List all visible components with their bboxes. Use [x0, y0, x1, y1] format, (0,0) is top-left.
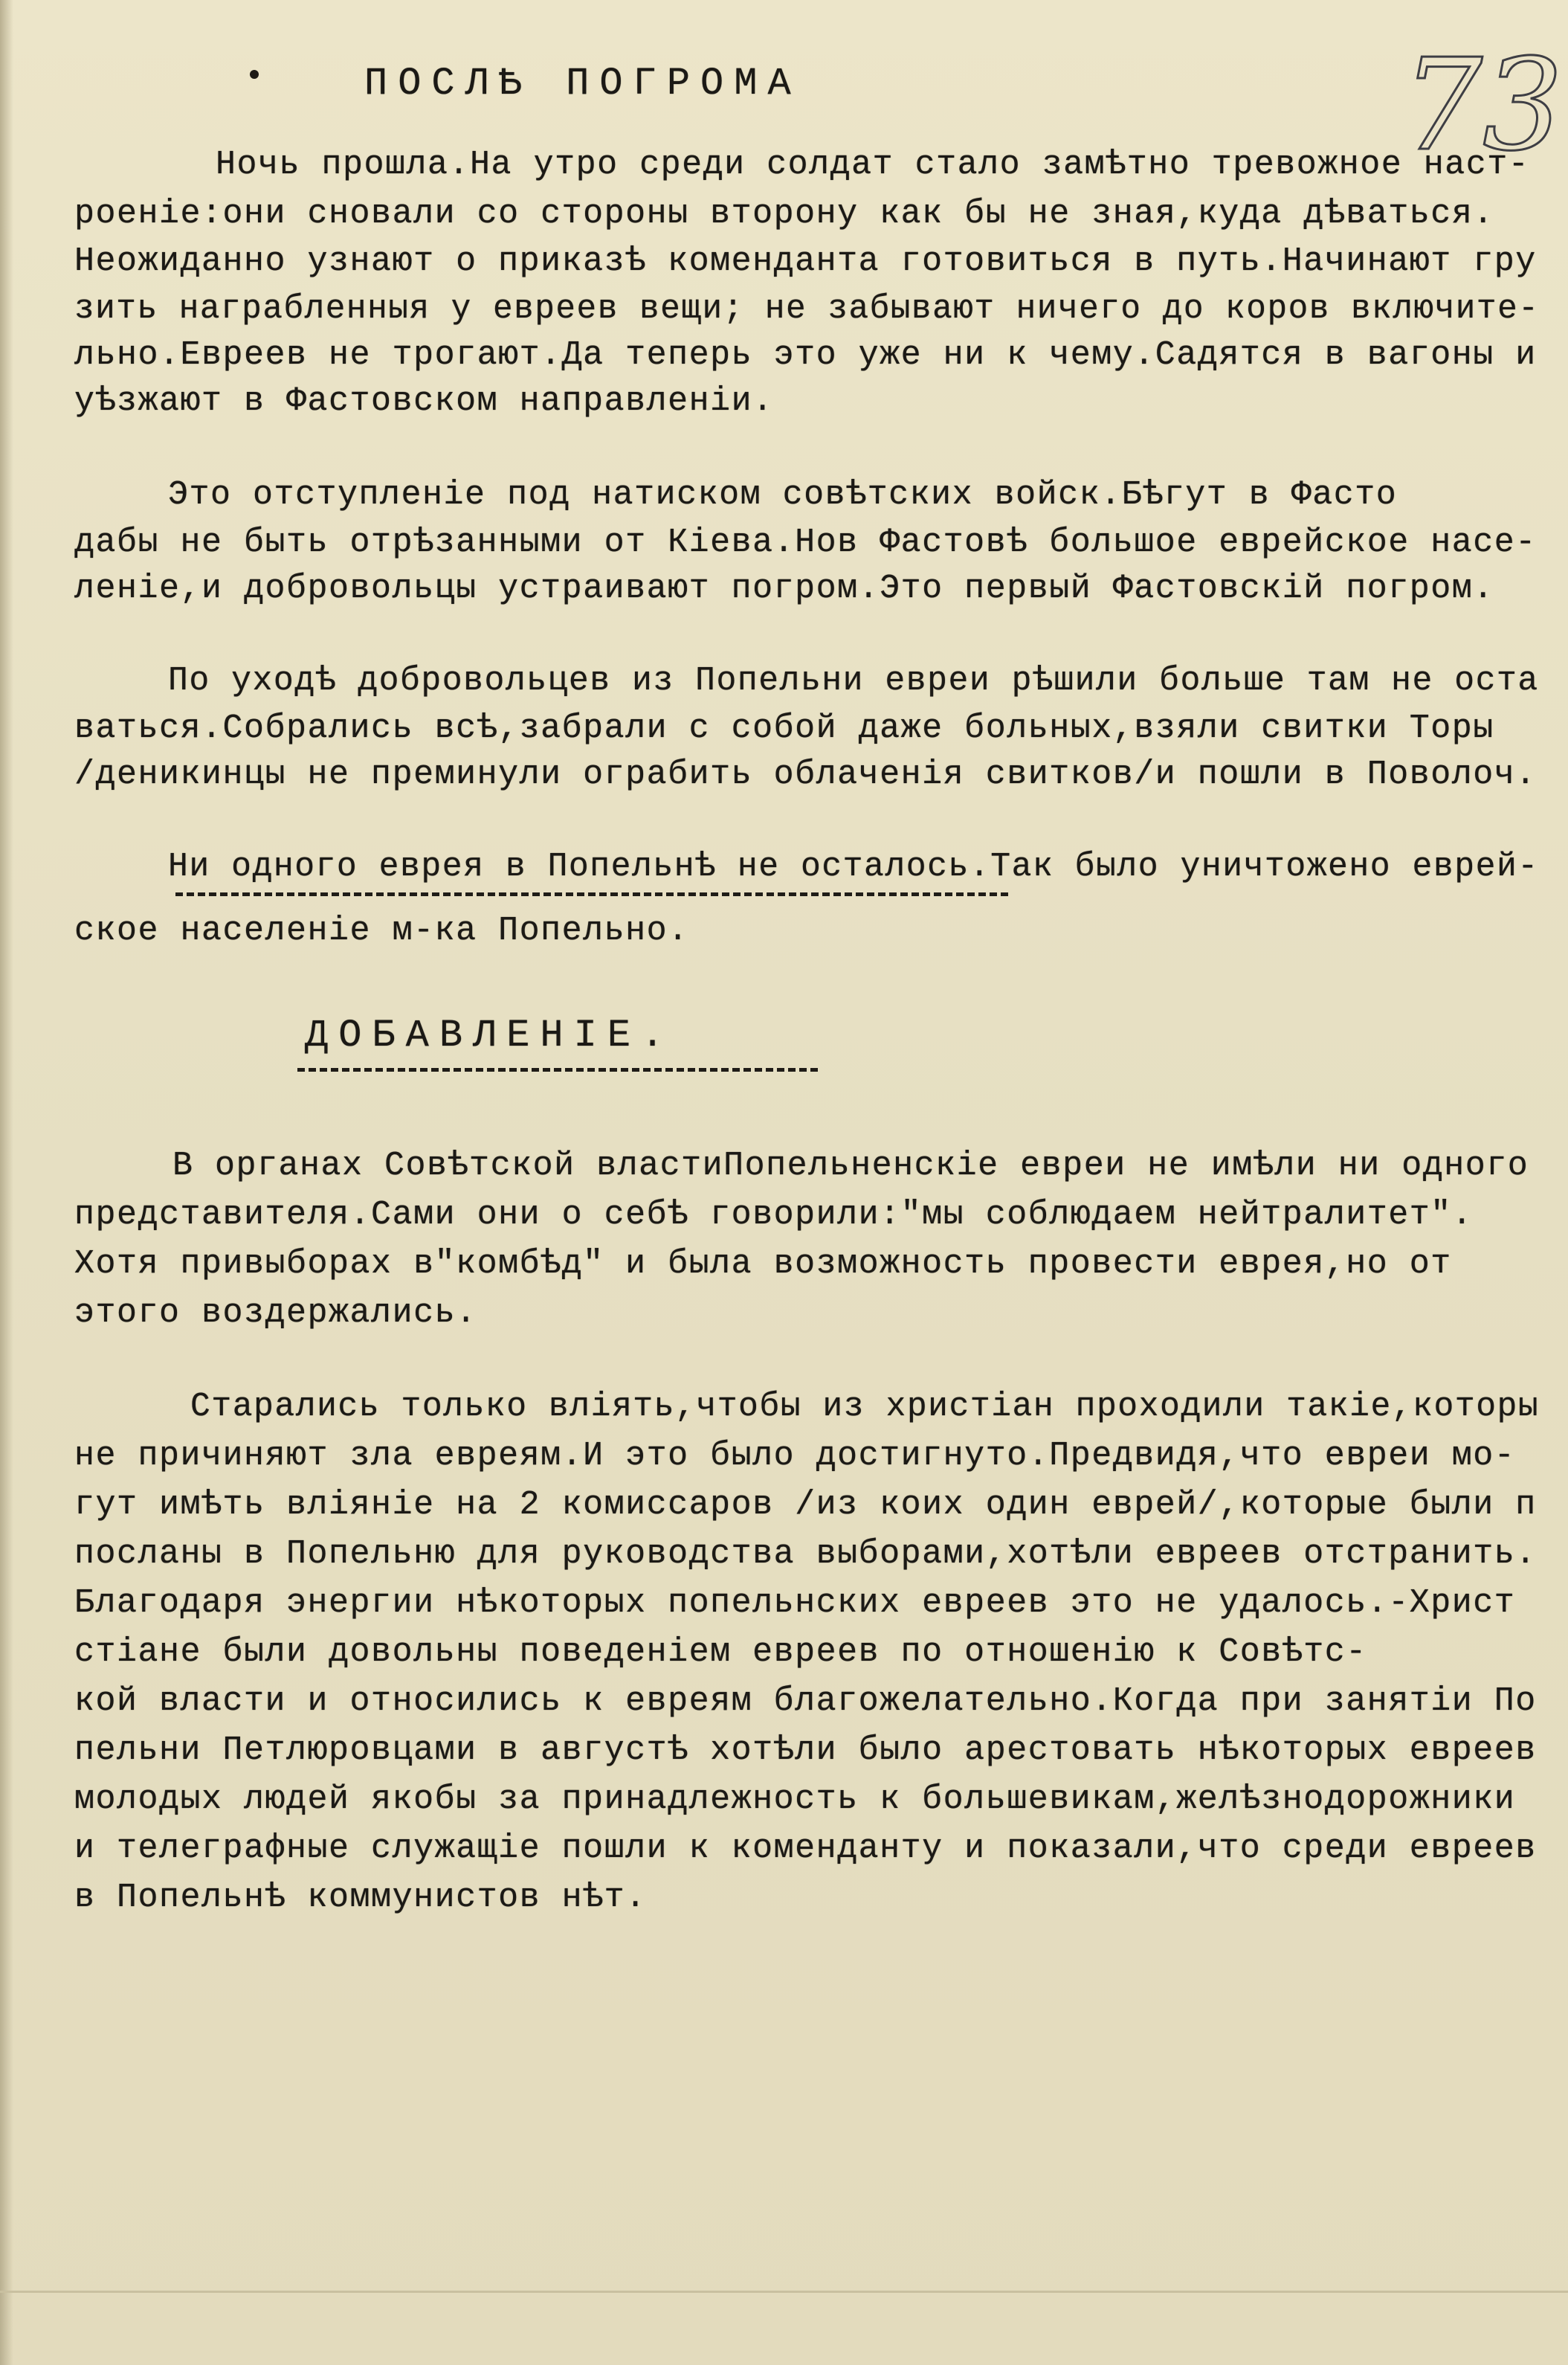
page-fold-line	[0, 2291, 1568, 2293]
text-line: ваться.Собрались всѣ,забрали с собой даже больных,взяли свитки Торы	[74, 710, 1494, 747]
text-line: гут имѣть вліяніе на 2 комиссаров /из коих один еврей/,которые были п	[74, 1486, 1537, 1524]
document-title: ПОСЛѢ ПОГРОМА	[364, 62, 801, 106]
text-line: дабы не быть отрѣзанными от Кіева.Нов Фастовѣ большое еврейское насе-	[74, 524, 1537, 562]
text-line: уѣзжают в Фастовском направленіи.	[74, 382, 774, 420]
text-line: Это отступленіе под натиском совѣтских войск.Бѣгут в Фасто	[168, 476, 1398, 514]
ink-dot	[250, 70, 259, 79]
underline-dashed	[175, 892, 1008, 896]
text-line: представителя.Сами они о себѣ говорили:"мы соблюдаем нейтралитет".	[74, 1196, 1474, 1234]
text-line: посланы в Попельню для руководства выборами,хотѣли евреев отстранить.	[74, 1535, 1537, 1573]
text-line: не причиняют зла евреям.И это было достигнуто.Предвидя,что евреи мо-	[74, 1437, 1516, 1475]
text-line: пельни Петлюровцами в августѣ хотѣли было арестовать нѣкоторых евреев	[74, 1731, 1537, 1769]
text-line: роеніе:они сновали со стороны второну как бы не зная,куда дѣваться.	[74, 195, 1494, 233]
text-line: Старались только влiять,чтобы из христіан проходили такіе,которы	[190, 1388, 1540, 1426]
text-line: Хотя привыборах в"комбѣд" и была возможность провести еврея,но от	[74, 1245, 1452, 1283]
text-line: леніе,и добровольцы устраивают погром.Это первый Фастовскій погром.	[74, 570, 1494, 608]
text-line: /деникинцы не преминули ограбить облаченія свитков/и пошли в Поволоч.	[74, 756, 1537, 794]
text-line: Неожиданно узнают о приказѣ коменданта готовиться в путь.Начинают гру	[74, 242, 1537, 280]
text-line: молодых людей якобы за принадлежность к большевикам,желѣзнодорожники	[74, 1780, 1516, 1818]
text-line: Ни одного еврея в Попельнѣ не осталось.Так было уничтожено еврей-	[168, 848, 1539, 886]
text-line: в Попельнѣ коммунистов нѣт.	[74, 1879, 647, 1917]
addendum-title-underline	[297, 1068, 818, 1072]
page-edge-shadow	[0, 0, 13, 2365]
page-number-text: 73	[1402, 32, 1564, 179]
text-line: Ночь прошла.На утро среди солдат стало замѣтно тревожное наст-	[216, 146, 1530, 184]
text-line: зить награбленныя у евреев вещи; не забывают ничего до коров включите-	[74, 290, 1540, 328]
text-line: этого воздержались.	[74, 1294, 477, 1332]
text-line: В органах Совѣтской властиПопельненскіе евреи не имѣли ни одного	[172, 1147, 1529, 1185]
text-line: Благодаря энергии нѣкоторых попельнских евреев это не удалось.-Христ	[74, 1584, 1516, 1622]
text-line: По уходѣ добровольцев из Попельни евреи рѣшили больше там не оста	[168, 662, 1539, 700]
text-line: льно.Евреев не трогают.Да теперь это уже ни к чему.Садятся в вагоны и	[74, 336, 1537, 374]
text-line: ское населеніе м-ка Попельно.	[74, 912, 689, 950]
text-line: стіане были довольны поведеніем евреев по отношенію к Совѣтс-	[74, 1633, 1367, 1671]
addendum-title: ДОБАВЛЕНІЕ.	[305, 1014, 675, 1058]
text-line: кой власти и относились к евреям благожелательно.Когда при занятіи По	[74, 1682, 1537, 1720]
text-line: и телеграфные служащіе пошли к коменданту и показали,что среди евреев	[74, 1830, 1537, 1867]
